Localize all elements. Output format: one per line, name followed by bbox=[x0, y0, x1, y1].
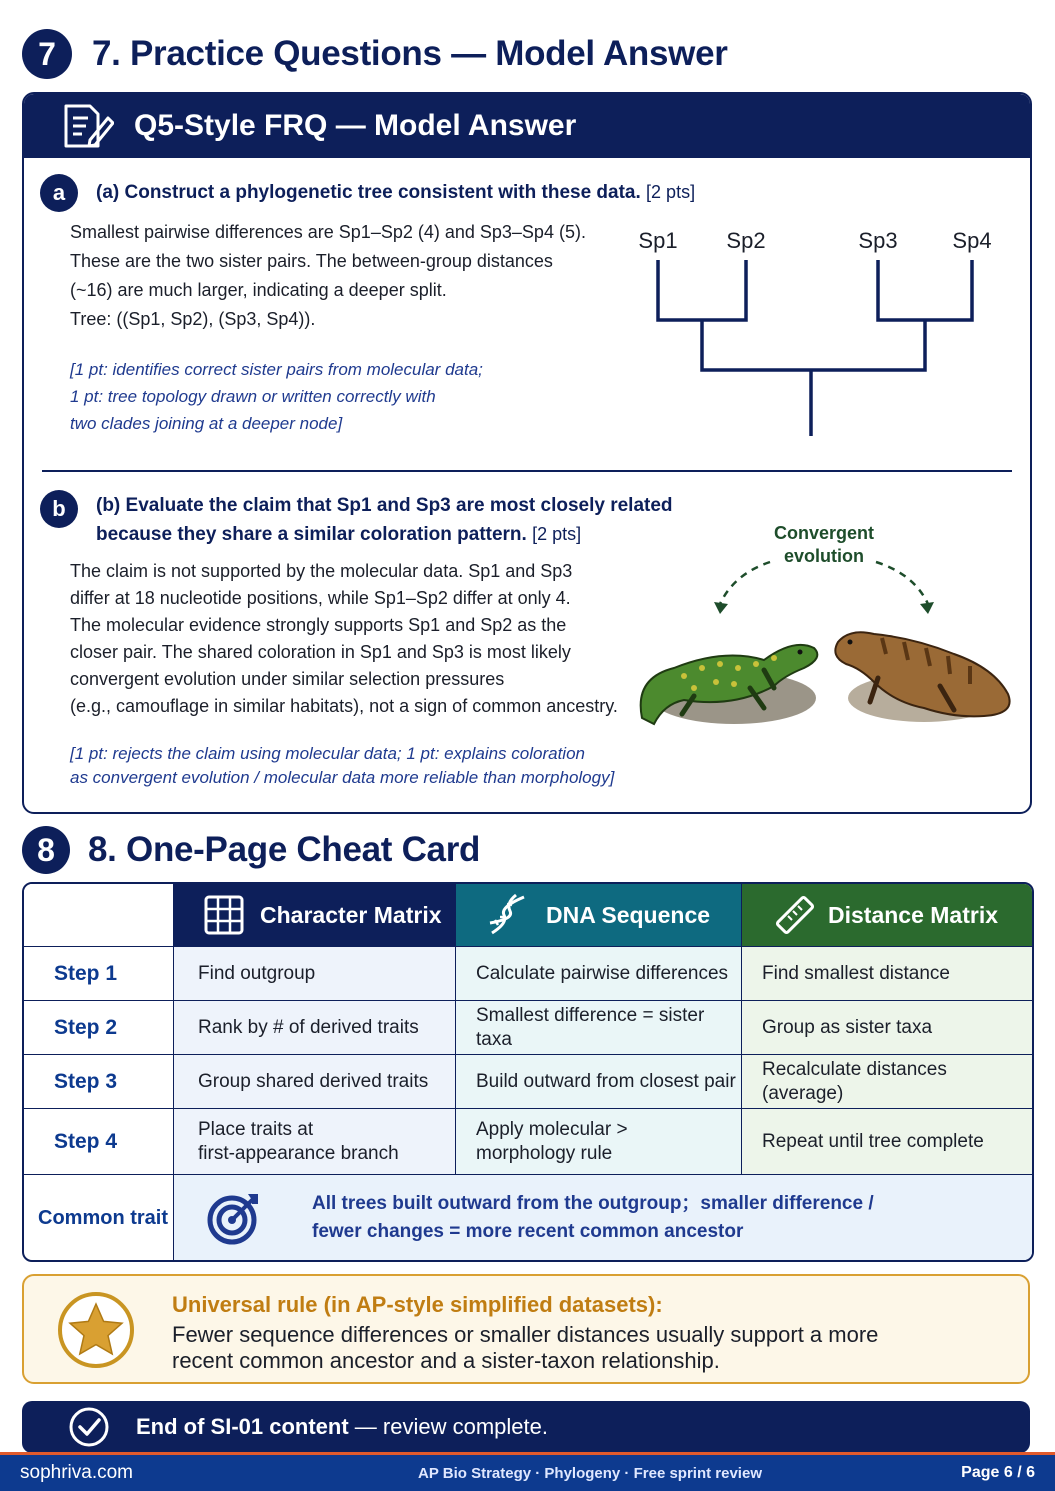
table-cell: Repeat until tree complete bbox=[742, 1109, 1032, 1175]
convergent-evolution-figure bbox=[624, 518, 1024, 738]
part-a-rubric bbox=[70, 356, 483, 437]
rubric-line: 1 pt: tree topology drawn or written correctly with bbox=[70, 387, 436, 406]
grid-icon bbox=[204, 895, 244, 935]
table-cell: Smallest difference = sister taxa bbox=[456, 1001, 742, 1055]
rubric-line: two clades joining at a deeper node] bbox=[70, 414, 343, 433]
end-text bbox=[136, 1414, 548, 1440]
rubric-line: [1 pt: identifies correct sister pairs from molecular data; bbox=[70, 360, 483, 379]
rule-line: recent common ancestor and a sister-taxon relationship. bbox=[172, 1348, 720, 1373]
part-b-question-line1: (b) Evaluate the claim that Sp1 and Sp3 are most closely related bbox=[96, 495, 673, 516]
end-of-content-bar bbox=[22, 1401, 1030, 1453]
section-number-badge: 7 bbox=[22, 29, 72, 79]
part-b-rubric bbox=[70, 742, 614, 790]
answer-line: convergent evolution under similar selection pressures bbox=[70, 669, 505, 689]
frq-title: Q5-Style FRQ — Model Answer bbox=[134, 109, 577, 142]
frq-model-answer-card bbox=[22, 92, 1032, 814]
answer-line: differ at 18 nucleotide positions, while Sp1–Sp2 differ at only 4. bbox=[70, 588, 571, 608]
answer-line: Smallest pairwise differences are Sp1–Sp2 (4) and Sp3–Sp4 (5). bbox=[70, 222, 586, 242]
table-cell: Group shared derived traits bbox=[174, 1055, 456, 1109]
col-header-dna-sequence bbox=[456, 884, 742, 946]
rule-line: Fewer sequence differences or smaller distances usually support a more bbox=[172, 1322, 879, 1347]
cell-line: morphology rule bbox=[476, 1143, 613, 1164]
table-cell: Find smallest distance bbox=[742, 947, 1032, 1001]
cell-line: Apply molecular > bbox=[476, 1119, 628, 1140]
section-7-heading bbox=[22, 29, 728, 79]
footer-site: sophriva.com bbox=[20, 1462, 133, 1483]
table-cell: Calculate pairwise differences bbox=[456, 947, 742, 1001]
common-trait-text bbox=[312, 1190, 874, 1246]
corner-cell bbox=[24, 884, 174, 946]
label-line1: Convergent bbox=[773, 523, 874, 543]
phylogenetic-tree-diagram bbox=[624, 220, 1024, 440]
table-cell bbox=[456, 1109, 742, 1175]
part-b-question bbox=[96, 492, 673, 549]
answer-line: closer pair. The shared coloration in Sp1 and Sp3 is most likely bbox=[70, 642, 571, 662]
answer-line: (~16) are much larger, indicating a deeper split. bbox=[70, 280, 447, 300]
part-a-points: [2 pts] bbox=[646, 182, 696, 202]
part-b-question-line2: because they share a similar coloration pattern. bbox=[96, 524, 527, 545]
part-divider bbox=[42, 470, 1012, 472]
answer-line: Tree: ((Sp1, Sp2), (Sp3, Sp4)). bbox=[70, 309, 316, 329]
row-label: Step 1 bbox=[24, 947, 174, 1001]
col-header-character-matrix bbox=[174, 884, 456, 946]
rubric-line: as convergent evolution / molecular data more reliable than morphology] bbox=[70, 768, 615, 787]
part-b-answer bbox=[70, 558, 618, 720]
rule-title: Universal rule (in AP-style simplified datasets): bbox=[172, 1292, 663, 1317]
common-trait-line1: All trees built outward from the outgroup；smaller difference / bbox=[312, 1193, 874, 1214]
rubric-line: [1 pt: rejects the claim using molecular data; 1 pt: explains coloration bbox=[70, 744, 585, 763]
row-label: Step 3 bbox=[24, 1055, 174, 1109]
cell-line: Place traits at bbox=[198, 1119, 314, 1140]
dna-icon bbox=[486, 893, 530, 937]
part-a-answer bbox=[70, 218, 586, 334]
cheat-header-row bbox=[24, 884, 1032, 946]
part-a-question bbox=[96, 178, 695, 207]
table-cell: Group as sister taxa bbox=[742, 1001, 1032, 1055]
row-label: Step 4 bbox=[24, 1109, 174, 1175]
table-row bbox=[24, 1054, 1032, 1109]
answer-line: These are the two sister pairs. The between-group distances bbox=[70, 251, 553, 271]
table-cell: Build outward from closest pair bbox=[456, 1055, 742, 1109]
table-cell: Rank by # of derived traits bbox=[174, 1001, 456, 1055]
table-cell: Recalculate distances (average) bbox=[742, 1055, 1032, 1109]
section-number-badge: 8 bbox=[22, 826, 70, 874]
universal-rule-box bbox=[22, 1274, 1030, 1384]
tree-label-sp4: Sp4 bbox=[952, 228, 992, 253]
answer-line: The claim is not supported by the molecular data. Sp1 and Sp3 bbox=[70, 561, 573, 581]
part-b-points: [2 pts] bbox=[532, 524, 582, 544]
common-trait-row bbox=[24, 1174, 1032, 1261]
table-row bbox=[24, 1108, 1032, 1175]
part-a-question-text: (a) Construct a phylogenetic tree consistent with these data. bbox=[96, 182, 641, 203]
end-text-rest: — review complete. bbox=[348, 1414, 548, 1439]
col-header-label: Character Matrix bbox=[260, 902, 442, 928]
common-trait-line2: fewer changes = more recent common ancestor bbox=[312, 1221, 744, 1242]
cell-line: first-appearance branch bbox=[198, 1143, 399, 1164]
label-line2: evolution bbox=[784, 546, 864, 566]
ruler-icon bbox=[774, 894, 816, 936]
target-icon bbox=[206, 1190, 262, 1246]
check-circle-icon bbox=[68, 1406, 110, 1448]
answer-line: (e.g., camouflage in similar habitats), not a sign of common ancestry. bbox=[70, 696, 618, 716]
tree-label-sp2: Sp2 bbox=[726, 228, 766, 253]
tree-label-sp1: Sp1 bbox=[638, 228, 678, 253]
frq-header bbox=[24, 94, 1030, 158]
part-a-badge: a bbox=[40, 174, 78, 212]
cheat-card-table bbox=[22, 882, 1034, 1262]
col-header-label: Distance Matrix bbox=[828, 902, 999, 928]
section-8-heading bbox=[22, 826, 480, 874]
answer-line: The molecular evidence strongly supports Sp1 and Sp2 as the bbox=[70, 615, 567, 635]
page-footer bbox=[0, 1452, 1055, 1491]
section-title: 8. One-Page Cheat Card bbox=[88, 830, 481, 869]
part-b-badge: b bbox=[40, 490, 78, 528]
end-text-bold: End of SI-01 content bbox=[136, 1414, 349, 1439]
row-label: Common trait bbox=[24, 1175, 174, 1261]
table-cell: Find outgroup bbox=[174, 947, 456, 1001]
table-cell bbox=[174, 1109, 456, 1175]
rule-text bbox=[172, 1322, 878, 1374]
row-label: Step 2 bbox=[24, 1001, 174, 1055]
col-header-label: DNA Sequence bbox=[546, 902, 711, 928]
table-row bbox=[24, 1000, 1032, 1055]
footer-page: Page 6 / 6 bbox=[961, 1464, 1035, 1481]
col-header-distance-matrix bbox=[742, 884, 1032, 946]
common-trait-cell bbox=[174, 1175, 1032, 1261]
section-title: 7. Practice Questions — Model Answer bbox=[92, 34, 728, 73]
star-icon bbox=[56, 1290, 136, 1370]
footer-center: AP Bio Strategy · Phylogeny · Free sprint review bbox=[418, 1464, 762, 1482]
document-pencil-icon bbox=[60, 102, 114, 150]
tree-label-sp3: Sp3 bbox=[858, 228, 898, 253]
table-row bbox=[24, 946, 1032, 1001]
